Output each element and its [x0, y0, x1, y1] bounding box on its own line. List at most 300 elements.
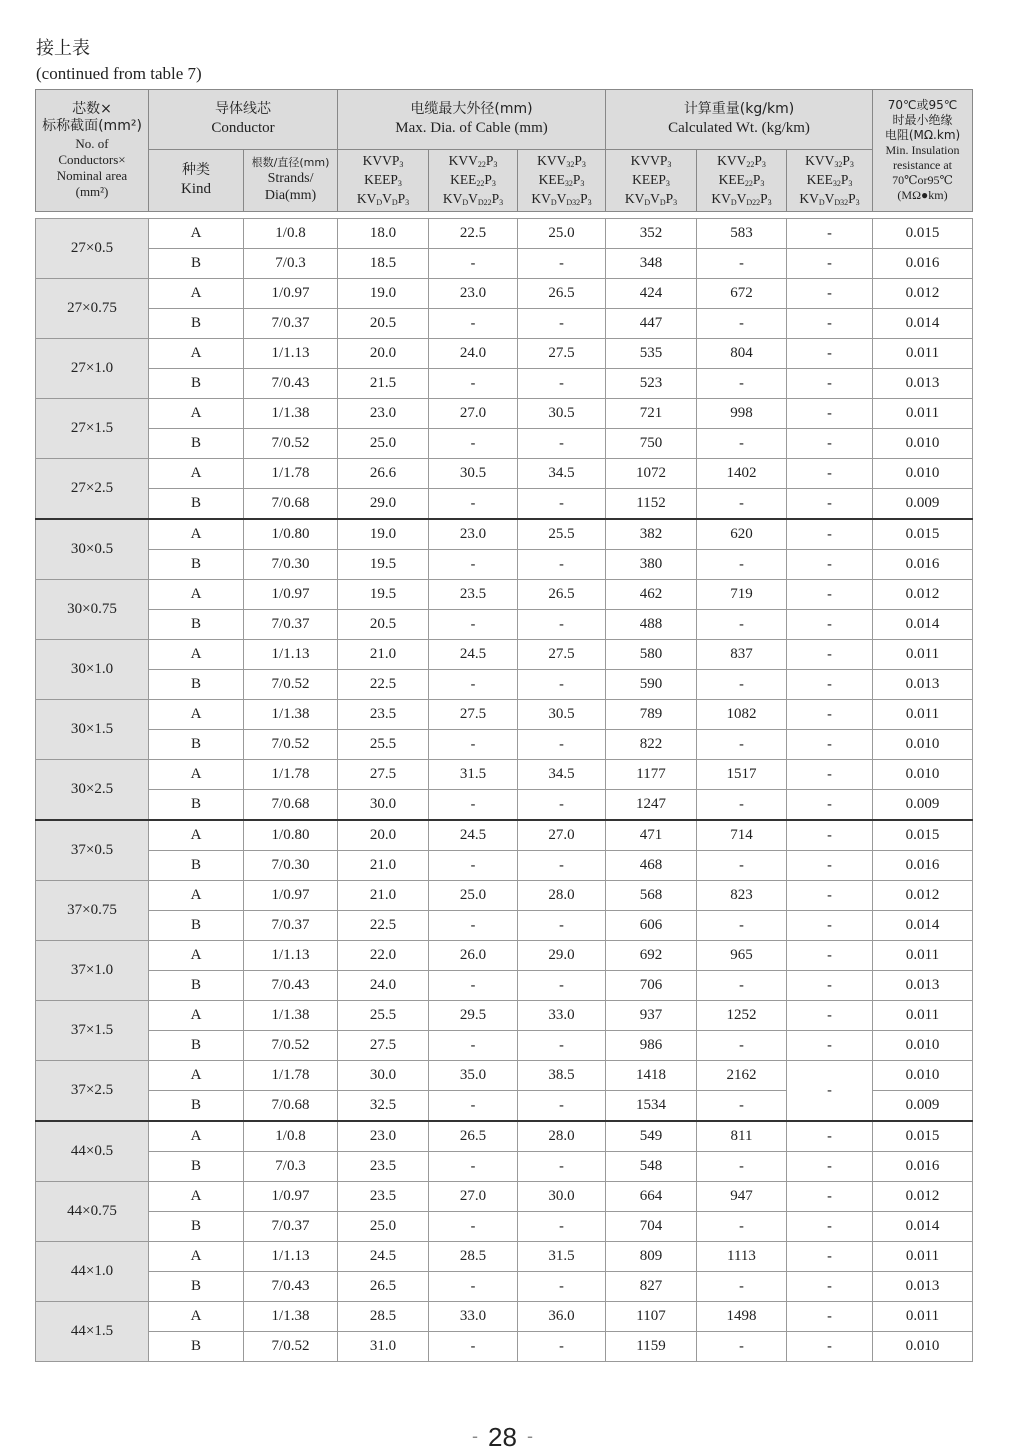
spec-cell: 27×0.5	[36, 219, 149, 279]
table-cell: -	[429, 610, 518, 640]
table-cell: -	[787, 971, 873, 1001]
table-cell: A	[149, 1001, 244, 1031]
table-row	[36, 550, 973, 580]
table-cell: 0.011	[873, 399, 973, 429]
table-cell: 27.5	[518, 339, 606, 369]
table-cell: 1/0.97	[244, 279, 338, 309]
table-cell: -	[787, 519, 873, 550]
table-cell: -	[429, 1152, 518, 1182]
table-row	[36, 730, 973, 760]
table-cell: A	[149, 820, 244, 851]
table-cell: 606	[606, 911, 697, 941]
conductor-header-en: Conductor	[211, 119, 275, 136]
table-cell: 822	[606, 730, 697, 760]
table-cell: -	[429, 911, 518, 941]
table-cell: 7/0.68	[244, 489, 338, 520]
table-cell: 937	[606, 1001, 697, 1031]
table-cell: 1247	[606, 790, 697, 821]
table-cell: 0.011	[873, 1001, 973, 1031]
table-cell: 0.013	[873, 971, 973, 1001]
table-row	[36, 1152, 973, 1182]
table-cell: A	[149, 339, 244, 369]
table-cell: 30.5	[518, 399, 606, 429]
table-cell: B	[149, 249, 244, 279]
table-cell: 26.5	[518, 580, 606, 610]
page-number-value: 28	[488, 1422, 517, 1452]
spec-cell: 30×1.0	[36, 640, 149, 700]
table-row	[36, 1302, 973, 1332]
table-cell: 27.0	[518, 820, 606, 851]
table-cell: 0.012	[873, 580, 973, 610]
table-cell: 549	[606, 1121, 697, 1152]
table-cell: 23.5	[338, 1182, 429, 1212]
page-dash-left: -	[472, 1426, 479, 1446]
conductor-header-cn: 导体线芯	[215, 101, 271, 118]
table-cell: 0.012	[873, 1182, 973, 1212]
table-cell: -	[787, 279, 873, 309]
table-cell: 19.0	[338, 519, 429, 550]
table-cell: 714	[697, 820, 787, 851]
table-cell: 0.009	[873, 790, 973, 821]
table-cell: 837	[697, 640, 787, 670]
table-row	[36, 399, 973, 429]
table-cell: 7/0.3	[244, 249, 338, 279]
table-cell: 424	[606, 279, 697, 309]
table-cell: A	[149, 580, 244, 610]
table-cell: 692	[606, 941, 697, 971]
table-cell: 1082	[697, 700, 787, 730]
table-cell: -	[787, 1152, 873, 1182]
table-cell: -	[697, 670, 787, 700]
table-row	[36, 279, 973, 309]
table-cell: 21.5	[338, 369, 429, 399]
table-cell: -	[787, 1121, 873, 1152]
table-cell: 986	[606, 1031, 697, 1061]
spec-cell: 27×0.75	[36, 279, 149, 339]
insul-line-2: 时最小绝缘	[892, 113, 953, 127]
table-cell: 23.0	[429, 279, 518, 309]
table-cell: -	[787, 1001, 873, 1031]
kind-header	[149, 150, 244, 212]
table-cell: 28.0	[518, 1121, 606, 1152]
table-cell: 7/0.52	[244, 730, 338, 760]
table-cell: 19.5	[338, 550, 429, 580]
table-cell: 823	[697, 881, 787, 911]
table-cell: B	[149, 550, 244, 580]
table-cell: -	[429, 309, 518, 339]
table-cell: 29.0	[518, 941, 606, 971]
table-row	[36, 1242, 973, 1272]
kind-header-cn: 种类	[182, 162, 210, 179]
table-row	[36, 1272, 973, 1302]
table-cell: B	[149, 670, 244, 700]
table-cell: 0.010	[873, 730, 973, 760]
table-cell: 7/0.3	[244, 1152, 338, 1182]
table-cell: 0.014	[873, 911, 973, 941]
table-cell: 7/0.37	[244, 911, 338, 941]
strands-header-en-1: Strands/	[267, 170, 314, 186]
table-cell: -	[518, 730, 606, 760]
table-cell: 23.5	[338, 1152, 429, 1182]
table-cell: 804	[697, 339, 787, 369]
table-cell: -	[697, 790, 787, 821]
table-cell: A	[149, 1061, 244, 1091]
table-cell: -	[518, 670, 606, 700]
spec-header-en-1: No. of	[75, 135, 109, 151]
table-row	[36, 519, 973, 550]
table-cell: -	[787, 429, 873, 459]
table-cell: -	[697, 489, 787, 520]
table-cell: 471	[606, 820, 697, 851]
data-table	[35, 218, 973, 1362]
table-cell: 0.011	[873, 339, 973, 369]
table-cell: A	[149, 279, 244, 309]
table-cell: 24.5	[338, 1242, 429, 1272]
table-cell: 19.5	[338, 580, 429, 610]
table-cell: -	[787, 1242, 873, 1272]
table-cell: -	[697, 851, 787, 881]
table-cell: A	[149, 640, 244, 670]
table-cell: 31.5	[429, 760, 518, 790]
table-cell: 7/0.52	[244, 1031, 338, 1061]
spec-cell: 30×0.5	[36, 519, 149, 580]
table-cell: -	[429, 1091, 518, 1122]
table-cell: 7/0.52	[244, 670, 338, 700]
table-cell: 382	[606, 519, 697, 550]
table-cell: -	[787, 700, 873, 730]
table-cell: B	[149, 309, 244, 339]
table-cell: 30.5	[518, 700, 606, 730]
table-cell: 664	[606, 1182, 697, 1212]
model-group-2-wt: $KVV_{22}P_3$ $KEE_{22}P_3$ $KV_DV_{D22}P_3$	[697, 150, 787, 212]
table-cell: 348	[606, 249, 697, 279]
table-cell: 27.5	[518, 640, 606, 670]
table-cell: -	[697, 911, 787, 941]
spec-cell: 27×2.5	[36, 459, 149, 520]
page-dash-right: -	[526, 1426, 533, 1446]
table-cell: 0.012	[873, 881, 973, 911]
conductor-header	[149, 90, 338, 150]
table-cell: 24.0	[338, 971, 429, 1001]
table-cell: 30.0	[338, 790, 429, 821]
table-cell: 1/0.80	[244, 519, 338, 550]
weight-header-en: Calculated Wt. (kg/km)	[668, 119, 810, 136]
table-cell: -	[787, 1332, 873, 1362]
table-cell: -	[518, 369, 606, 399]
table-cell: 0.016	[873, 550, 973, 580]
table-cell: 27.0	[429, 399, 518, 429]
table-cell: 32.5	[338, 1091, 429, 1122]
table-cell: 25.0	[518, 219, 606, 249]
insul-line-7: (MΩ●km)	[897, 188, 948, 202]
kind-header-en: Kind	[181, 180, 211, 197]
spec-cell: 44×1.0	[36, 1242, 149, 1302]
table-cell: -	[429, 1332, 518, 1362]
table-cell: -	[787, 339, 873, 369]
table-cell: -	[697, 550, 787, 580]
spec-cell: 37×1.0	[36, 941, 149, 1001]
table-cell: 0.010	[873, 1031, 973, 1061]
table-cell: -	[697, 1332, 787, 1362]
table-cell: A	[149, 941, 244, 971]
table-row	[36, 881, 973, 911]
table-cell: A	[149, 1242, 244, 1272]
table-cell: -	[429, 851, 518, 881]
model-group-3-dia: $KVV_{32}P_3$ $KEE_{32}P_3$ $KV_DV_{D32}P_3$	[518, 150, 606, 212]
table-row	[36, 1031, 973, 1061]
table-cell: 719	[697, 580, 787, 610]
table-cell: 380	[606, 550, 697, 580]
table-cell: 1/0.97	[244, 1182, 338, 1212]
table-cell: 1/1.13	[244, 1242, 338, 1272]
table-cell: 7/0.43	[244, 1272, 338, 1302]
table-cell: -	[697, 1152, 787, 1182]
table-cell: -	[429, 790, 518, 821]
insul-line-3: 电阻(MΩ.km)	[884, 128, 961, 142]
table-cell: -	[787, 580, 873, 610]
table-cell: 0.014	[873, 309, 973, 339]
table-cell: 24.5	[429, 820, 518, 851]
table-cell: -	[518, 489, 606, 520]
table-cell: -	[429, 730, 518, 760]
spec-cell: 37×0.75	[36, 881, 149, 941]
table-cell: 27.0	[429, 1182, 518, 1212]
table-cell: -	[429, 1212, 518, 1242]
table-cell: A	[149, 881, 244, 911]
table-row	[36, 489, 973, 520]
table-cell: 827	[606, 1272, 697, 1302]
maxdia-header	[338, 90, 606, 150]
spec-cell: 44×0.75	[36, 1182, 149, 1242]
table-cell: -	[518, 309, 606, 339]
table-row	[36, 1212, 973, 1242]
table-cell: 31.5	[518, 1242, 606, 1272]
table-cell: 1/1.13	[244, 640, 338, 670]
table-cell: -	[787, 760, 873, 790]
table-cell: -	[787, 1182, 873, 1212]
weight-header	[606, 90, 873, 150]
table-cell: 31.0	[338, 1332, 429, 1362]
table-row	[36, 1332, 973, 1362]
table-row	[36, 820, 973, 851]
table-row	[36, 1182, 973, 1212]
table-cell: B	[149, 911, 244, 941]
table-cell: 26.0	[429, 941, 518, 971]
table-cell: -	[697, 1272, 787, 1302]
table-cell: -	[787, 670, 873, 700]
table-cell: 7/0.43	[244, 971, 338, 1001]
table-row	[36, 790, 973, 821]
table-cell: 28.0	[518, 881, 606, 911]
table-cell: 1113	[697, 1242, 787, 1272]
table-cell: 0.016	[873, 851, 973, 881]
table-cell: 488	[606, 610, 697, 640]
table-cell: 1/1.78	[244, 760, 338, 790]
table-row	[36, 249, 973, 279]
table-cell: -	[787, 820, 873, 851]
table-cell: -	[518, 1031, 606, 1061]
table-cell: 583	[697, 219, 787, 249]
table-cell: B	[149, 489, 244, 520]
table-cell: 0.011	[873, 700, 973, 730]
table-cell: 25.5	[338, 730, 429, 760]
table-cell: -	[518, 971, 606, 1001]
table-cell: 30.0	[338, 1061, 429, 1091]
spec-header-en-4: (mm²)	[75, 184, 109, 200]
table-cell: 672	[697, 279, 787, 309]
table-cell: 29.0	[338, 489, 429, 520]
table-cell: A	[149, 760, 244, 790]
table-cell: B	[149, 610, 244, 640]
table-cell: 0.009	[873, 1091, 973, 1122]
table-cell: 23.5	[338, 700, 429, 730]
model-group-2-dia: $KVV_{22}P_3$ $KEE_{22}P_3$ $KV_DV_{D22}P_3$	[429, 150, 518, 212]
table-cell: -	[518, 911, 606, 941]
table-row	[36, 219, 973, 249]
table-cell: 22.0	[338, 941, 429, 971]
table-cell: 28.5	[338, 1302, 429, 1332]
insul-line-4: Min. Insulation	[885, 143, 960, 157]
table-cell: 580	[606, 640, 697, 670]
table-row	[36, 429, 973, 459]
weight-header-cn: 计算重量(kg/km)	[683, 101, 795, 118]
strands-header	[244, 150, 338, 212]
table-cell: 33.0	[518, 1001, 606, 1031]
table-cell: 26.5	[518, 279, 606, 309]
table-cell: -	[787, 1061, 873, 1122]
table-cell: -	[429, 249, 518, 279]
table-cell: -	[697, 1031, 787, 1061]
table-row	[36, 459, 973, 489]
table-cell: 721	[606, 399, 697, 429]
table-cell: -	[787, 1212, 873, 1242]
table-cell: 0.014	[873, 1212, 973, 1242]
table-cell: 7/0.30	[244, 851, 338, 881]
table-cell: 7/0.52	[244, 429, 338, 459]
spec-cell: 27×1.0	[36, 339, 149, 399]
table-cell: 523	[606, 369, 697, 399]
table-cell: 947	[697, 1182, 787, 1212]
table-cell: 20.5	[338, 309, 429, 339]
data-body	[36, 219, 973, 1362]
table-cell: -	[429, 1031, 518, 1061]
table-cell: 1/0.8	[244, 219, 338, 249]
table-cell: -	[518, 249, 606, 279]
table-cell: B	[149, 429, 244, 459]
model-group-1-wt: $KVVP_3$ $KEEP_3$ $KV_DV_DP_3$	[606, 150, 697, 212]
table-cell: 789	[606, 700, 697, 730]
table-cell: 468	[606, 851, 697, 881]
table-cell: -	[697, 249, 787, 279]
table-cell: 1107	[606, 1302, 697, 1332]
table-cell: -	[787, 489, 873, 520]
table-cell: 7/0.68	[244, 1091, 338, 1122]
table-cell: -	[697, 971, 787, 1001]
table-cell: 1498	[697, 1302, 787, 1332]
table-cell: 25.0	[338, 429, 429, 459]
table-cell: 7/0.68	[244, 790, 338, 821]
table-cell: -	[787, 550, 873, 580]
table-row	[36, 1001, 973, 1031]
table-cell: 1252	[697, 1001, 787, 1031]
spec-cell: 27×1.5	[36, 399, 149, 459]
table-cell: 1072	[606, 459, 697, 489]
table-cell: A	[149, 519, 244, 550]
table-cell: -	[518, 610, 606, 640]
table-cell: B	[149, 790, 244, 821]
table-row	[36, 760, 973, 790]
spec-cell: 37×0.5	[36, 820, 149, 881]
table-cell: 22.5	[338, 670, 429, 700]
table-row	[36, 640, 973, 670]
table-cell: -	[787, 851, 873, 881]
table-cell: -	[787, 399, 873, 429]
table-cell: B	[149, 1272, 244, 1302]
table-cell: 25.5	[338, 1001, 429, 1031]
table-cell: 0.011	[873, 1242, 973, 1272]
strands-header-en-2: Dia(mm)	[264, 188, 317, 204]
table-cell: -	[787, 369, 873, 399]
table-cell: 0.015	[873, 519, 973, 550]
table-cell: 27.5	[338, 760, 429, 790]
spec-cell: 37×2.5	[36, 1061, 149, 1122]
table-cell: 20.0	[338, 339, 429, 369]
table-cell: 447	[606, 309, 697, 339]
table-cell: 22.5	[338, 911, 429, 941]
table-cell: -	[697, 1212, 787, 1242]
table-cell: B	[149, 1212, 244, 1242]
table-cell: -	[787, 790, 873, 821]
title-cn: 接上表	[36, 38, 90, 59]
table-cell: -	[787, 309, 873, 339]
table-cell: 1418	[606, 1061, 697, 1091]
table-cell: A	[149, 700, 244, 730]
insul-line-1: 70℃或95℃	[887, 98, 958, 112]
table-cell: 24.5	[429, 640, 518, 670]
table-cell: 0.011	[873, 1302, 973, 1332]
table-row	[36, 1061, 973, 1091]
model-group-3-wt: $KVV_{32}P_3$ $KEE_{32}P_3$ $KV_DV_{D32}P_3$	[787, 150, 873, 212]
table-cell: -	[518, 1272, 606, 1302]
table-cell: 27.5	[338, 1031, 429, 1061]
table-cell: 1/1.38	[244, 1302, 338, 1332]
table-cell: -	[429, 550, 518, 580]
table-cell: 0.013	[873, 369, 973, 399]
table-cell: 18.0	[338, 219, 429, 249]
table-cell: 7/0.37	[244, 610, 338, 640]
table-cell: 23.0	[338, 399, 429, 429]
table-cell: 19.0	[338, 279, 429, 309]
table-cell: 1534	[606, 1091, 697, 1122]
table-cell: 26.5	[338, 1272, 429, 1302]
table-cell: 30.0	[518, 1182, 606, 1212]
table-row	[36, 369, 973, 399]
table-cell: 0.015	[873, 820, 973, 851]
table-cell: 0.016	[873, 1152, 973, 1182]
table-cell: -	[787, 881, 873, 911]
page-number	[0, 1422, 1005, 1453]
table-cell: 620	[697, 519, 787, 550]
table-cell: -	[787, 610, 873, 640]
table-cell: B	[149, 851, 244, 881]
table-cell: -	[787, 1272, 873, 1302]
table-cell: -	[697, 309, 787, 339]
table-cell: 25.0	[338, 1212, 429, 1242]
table-cell: -	[518, 1212, 606, 1242]
table-cell: 38.5	[518, 1061, 606, 1091]
insul-line-5: resistance at	[893, 158, 952, 172]
table-cell: 29.5	[429, 1001, 518, 1031]
